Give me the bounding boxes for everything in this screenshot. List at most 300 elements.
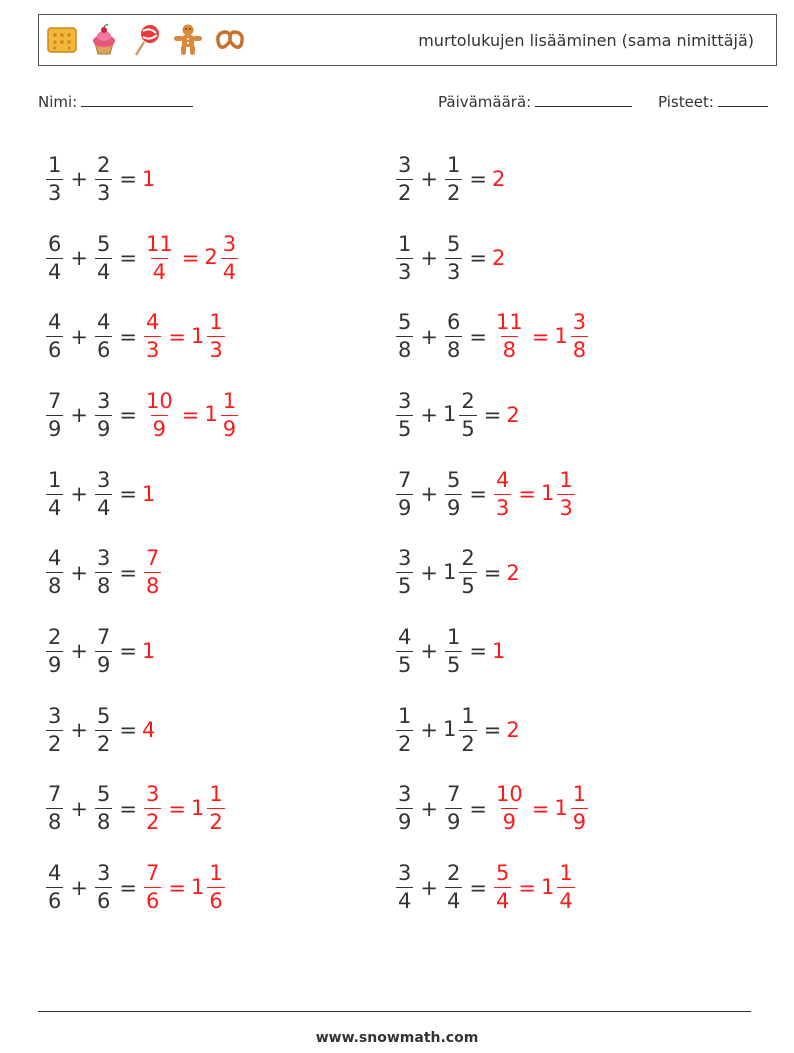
numerator: 5 <box>96 703 111 728</box>
plus-sign: + <box>70 875 88 900</box>
fraction <box>445 152 462 205</box>
fraction <box>95 863 112 912</box>
denominator: 4 <box>559 889 573 914</box>
denominator: 4 <box>398 889 412 914</box>
denominator: 2 <box>398 180 412 205</box>
problem-row <box>394 612 724 691</box>
mixed-number <box>443 312 464 361</box>
mixed-number <box>394 624 415 677</box>
whole-number: 1 <box>540 481 555 506</box>
numerator: 4 <box>495 467 510 492</box>
denominator: 2 <box>96 731 111 756</box>
fraction <box>95 548 112 597</box>
fraction <box>459 548 476 597</box>
fraction <box>396 624 413 677</box>
denominator: 6 <box>48 338 62 363</box>
numerator: 2 <box>48 624 62 649</box>
whole-number: 2 <box>506 403 520 428</box>
whole-number: 1 <box>554 795 568 820</box>
pretzel-icon <box>213 23 247 57</box>
problem-row <box>44 376 374 455</box>
numerator: 1 <box>398 703 412 728</box>
denominator: 8 <box>502 338 517 363</box>
equals-sign: = <box>119 796 137 821</box>
numerator: 7 <box>48 388 62 413</box>
fraction <box>494 467 511 520</box>
fraction <box>396 467 413 520</box>
numerator: 2 <box>96 152 111 177</box>
fraction <box>46 467 63 520</box>
mixed-number <box>506 403 520 427</box>
denominator: 8 <box>145 574 160 599</box>
header-icons <box>45 23 247 57</box>
fraction <box>95 152 112 205</box>
plus-sign: + <box>70 796 88 821</box>
fraction <box>144 863 161 912</box>
whole-number: 1 <box>491 639 506 664</box>
mixed-number <box>142 718 156 742</box>
problem-row <box>44 612 374 691</box>
denominator: 8 <box>398 338 412 363</box>
fraction <box>557 863 574 912</box>
fraction <box>396 548 413 597</box>
mixed-number <box>394 312 415 361</box>
problem-row <box>394 376 724 455</box>
fraction <box>494 312 525 361</box>
mixed-number <box>142 784 163 833</box>
mixed-number <box>394 152 415 205</box>
denominator: 3 <box>48 180 62 205</box>
numerator: 3 <box>96 388 111 413</box>
mixed-number <box>394 703 415 756</box>
numerator: 4 <box>48 310 62 335</box>
numerator: 4 <box>96 310 111 335</box>
fraction <box>95 312 112 361</box>
denominator: 6 <box>96 338 111 363</box>
denominator: 8 <box>48 810 62 835</box>
denominator: 3 <box>398 259 412 284</box>
mixed-number <box>142 167 156 191</box>
equals-sign: = <box>469 639 487 664</box>
fraction <box>207 863 224 912</box>
numerator: 1 <box>48 467 62 492</box>
whole-number: 2 <box>491 167 506 192</box>
denominator: 5 <box>398 574 412 599</box>
numerator: 5 <box>495 861 510 886</box>
lollipop-icon <box>129 23 163 57</box>
denominator: 2 <box>209 810 223 835</box>
fraction <box>95 784 112 833</box>
mixed-number <box>554 312 590 361</box>
whole-number: 1 <box>190 874 205 899</box>
fraction <box>494 784 525 833</box>
denominator: 5 <box>398 416 412 441</box>
equals-sign: = <box>119 167 137 192</box>
denominator: 6 <box>209 889 223 914</box>
fraction <box>396 388 413 441</box>
fraction <box>46 784 63 833</box>
problem-row <box>44 533 374 612</box>
fraction <box>396 784 413 833</box>
mixed-number <box>44 784 65 833</box>
denominator: 5 <box>461 574 475 599</box>
mixed-number <box>142 863 163 912</box>
numerator: 3 <box>96 467 111 492</box>
score-field <box>658 92 768 111</box>
mixed-number <box>44 467 65 520</box>
numerator: 3 <box>222 231 237 256</box>
numerator: 2 <box>461 388 475 413</box>
fraction <box>46 548 63 597</box>
fraction <box>445 863 462 912</box>
answer-equals-sign: = <box>168 796 186 821</box>
fraction <box>396 231 413 284</box>
mixed-number <box>44 624 65 677</box>
denominator: 3 <box>145 338 160 363</box>
answer-equals-sign: = <box>168 875 186 900</box>
denominator: 3 <box>209 338 223 363</box>
numerator: 5 <box>398 310 412 335</box>
fraction <box>396 863 413 912</box>
problem-row <box>394 770 724 849</box>
fraction <box>459 703 476 756</box>
whole-number: 1 <box>190 323 205 348</box>
numerator: 1 <box>209 782 223 807</box>
fraction <box>445 231 462 284</box>
numerator: 7 <box>145 861 160 886</box>
fraction <box>95 624 112 677</box>
plus-sign: + <box>70 639 88 664</box>
problem-row <box>44 848 374 927</box>
problem-row <box>44 691 374 770</box>
plus-sign: + <box>420 324 438 349</box>
mixed-number <box>191 784 227 833</box>
fraction <box>445 312 462 361</box>
mixed-number <box>492 246 506 270</box>
denominator: 2 <box>145 810 160 835</box>
mixed-number <box>142 312 163 361</box>
problem-row <box>44 140 374 219</box>
score-blank <box>718 92 768 107</box>
numerator: 11 <box>495 310 523 335</box>
equals-sign: = <box>119 403 137 428</box>
denominator: 9 <box>446 810 461 835</box>
mixed-number <box>93 312 114 361</box>
mixed-number <box>44 703 65 756</box>
plus-sign: + <box>420 482 438 507</box>
denominator: 9 <box>152 416 167 441</box>
mixed-number <box>394 548 415 597</box>
mixed-number <box>204 231 240 284</box>
plus-sign: + <box>70 718 88 743</box>
mixed-number <box>44 152 65 205</box>
fraction <box>46 231 63 284</box>
numerator: 1 <box>48 152 62 177</box>
problem-row <box>394 533 724 612</box>
mixed-number <box>44 312 65 361</box>
mixed-number <box>93 388 114 441</box>
mixed-number <box>443 863 464 912</box>
whole-number: 2 <box>506 718 520 743</box>
denominator: 4 <box>48 259 62 284</box>
denominator: 4 <box>152 259 167 284</box>
whole-number: 1 <box>190 795 205 820</box>
denominator: 4 <box>446 889 461 914</box>
denominator: 9 <box>48 652 62 677</box>
equals-sign: = <box>469 167 487 192</box>
denominator: 3 <box>446 259 461 284</box>
mixed-number <box>492 467 513 520</box>
equals-sign: = <box>469 246 487 271</box>
fraction <box>207 312 224 361</box>
fraction <box>459 388 476 441</box>
plus-sign: + <box>420 167 438 192</box>
numerator: 1 <box>446 152 461 177</box>
fraction <box>144 388 175 441</box>
numerator: 5 <box>446 231 461 256</box>
mixed-number <box>44 548 65 597</box>
numerator: 6 <box>48 231 62 256</box>
mixed-number <box>204 388 240 441</box>
fraction <box>396 703 413 756</box>
fraction <box>445 784 462 833</box>
fraction <box>571 312 588 361</box>
mixed-number <box>443 624 464 677</box>
denominator: 8 <box>48 574 62 599</box>
equals-sign: = <box>469 875 487 900</box>
equals-sign: = <box>119 718 137 743</box>
mixed-number <box>506 561 520 585</box>
numerator: 10 <box>495 782 523 807</box>
mixed-number <box>442 388 479 441</box>
problem-row <box>394 297 724 376</box>
numerator: 3 <box>145 782 160 807</box>
numerator: 4 <box>398 624 412 649</box>
mixed-number <box>142 231 177 284</box>
numerator: 1 <box>461 703 475 728</box>
fraction <box>144 784 161 833</box>
numerator: 3 <box>572 310 587 335</box>
whole-number: 2 <box>506 560 520 585</box>
mixed-number <box>394 388 415 441</box>
worksheet-title: murtolukujen lisääminen (sama nimittäjä) <box>418 31 754 50</box>
fraction <box>396 312 413 361</box>
whole-number: 1 <box>141 639 156 664</box>
equals-sign: = <box>119 560 137 585</box>
fraction <box>95 231 112 284</box>
numerator: 7 <box>145 546 160 571</box>
numerator: 1 <box>559 861 573 886</box>
fraction <box>571 784 588 833</box>
plus-sign: + <box>70 324 88 349</box>
denominator: 4 <box>495 889 510 914</box>
plus-sign: + <box>70 167 88 192</box>
whole-number: 1 <box>141 482 156 507</box>
problem-row <box>44 770 374 849</box>
numerator: 5 <box>96 231 111 256</box>
numerator: 11 <box>145 231 173 256</box>
problem-column-right <box>394 140 724 927</box>
mixed-number <box>443 548 479 597</box>
numerator: 1 <box>398 231 412 256</box>
denominator: 3 <box>559 495 573 520</box>
footer-divider <box>38 1011 751 1012</box>
denominator: 9 <box>96 416 111 441</box>
fraction <box>207 784 224 833</box>
numerator: 3 <box>398 388 412 413</box>
fraction <box>46 624 63 677</box>
denominator: 6 <box>96 889 111 914</box>
numerator: 4 <box>48 546 62 571</box>
denominator: 2 <box>48 731 62 756</box>
whole-number: 2 <box>204 245 218 270</box>
mixed-number <box>443 467 464 520</box>
mixed-number <box>142 548 163 597</box>
mixed-number <box>93 467 114 520</box>
problem-row <box>44 455 374 534</box>
student-fields <box>38 92 771 116</box>
denominator: 2 <box>446 180 461 205</box>
mixed-number <box>93 152 114 205</box>
plus-sign: + <box>420 403 438 428</box>
mixed-number <box>443 784 464 833</box>
mixed-number <box>93 863 114 912</box>
date-field <box>438 92 632 111</box>
denominator: 9 <box>446 495 461 520</box>
numerator: 1 <box>559 467 573 492</box>
equals-sign: = <box>483 718 502 743</box>
numerator: 1 <box>222 388 237 413</box>
numerator: 7 <box>96 624 111 649</box>
numerator: 1 <box>446 624 461 649</box>
denominator: 2 <box>398 731 412 756</box>
equals-sign: = <box>469 796 487 821</box>
whole-number: 4 <box>141 718 156 743</box>
denominator: 4 <box>96 259 111 284</box>
answer-equals-sign: = <box>168 324 186 349</box>
plus-sign: + <box>70 560 88 585</box>
mixed-number <box>443 152 464 205</box>
score-label: Pisteet: <box>658 93 714 111</box>
mixed-number <box>492 312 527 361</box>
numerator: 10 <box>145 388 173 413</box>
numerator: 1 <box>209 310 223 335</box>
answer-equals-sign: = <box>531 796 550 821</box>
footer-url: www.snowmath.com <box>315 1030 479 1046</box>
date-label: Päivämäärä: <box>438 93 532 111</box>
mixed-number <box>506 718 520 742</box>
denominator: 9 <box>48 416 62 441</box>
equals-sign: = <box>469 482 487 507</box>
fraction <box>95 467 112 520</box>
fraction <box>396 152 413 205</box>
equals-sign: = <box>119 875 137 900</box>
denominator: 5 <box>446 652 461 677</box>
plus-sign: + <box>420 718 438 743</box>
denominator: 6 <box>48 889 62 914</box>
denominator: 3 <box>96 180 111 205</box>
cupcake-icon <box>87 23 121 57</box>
numerator: 3 <box>398 152 412 177</box>
answer-equals-sign: = <box>181 403 200 428</box>
fraction <box>494 863 511 912</box>
mixed-number <box>142 482 156 506</box>
plus-sign: + <box>420 796 438 821</box>
denominator: 9 <box>222 416 237 441</box>
whole-number: 1 <box>540 874 555 899</box>
fraction <box>445 624 462 677</box>
equals-sign: = <box>119 324 137 349</box>
mixed-number <box>554 784 590 833</box>
numerator: 7 <box>446 782 461 807</box>
denominator: 4 <box>222 259 237 284</box>
numerator: 3 <box>96 861 111 886</box>
mixed-number <box>93 624 114 677</box>
fraction <box>221 231 238 284</box>
denominator: 3 <box>495 495 510 520</box>
fraction <box>221 388 238 441</box>
mixed-number <box>492 639 506 663</box>
mixed-number <box>492 167 506 191</box>
whole-number: 1 <box>554 323 568 348</box>
numerator: 3 <box>48 703 62 728</box>
mixed-number <box>93 784 114 833</box>
answer-equals-sign: = <box>518 482 536 507</box>
mixed-number <box>191 312 227 361</box>
mixed-number <box>540 467 577 520</box>
equals-sign: = <box>119 639 137 664</box>
equals-sign: = <box>483 403 502 428</box>
numerator: 1 <box>572 782 587 807</box>
numerator: 4 <box>145 310 160 335</box>
denominator: 4 <box>96 495 111 520</box>
plus-sign: + <box>70 482 88 507</box>
plus-sign: + <box>70 246 88 271</box>
numerator: 7 <box>48 782 62 807</box>
fraction <box>46 152 63 205</box>
numerator: 7 <box>398 467 412 492</box>
denominator: 8 <box>96 810 111 835</box>
mixed-number <box>93 548 114 597</box>
name-blank <box>81 92 193 107</box>
plus-sign: + <box>70 403 88 428</box>
numerator: 3 <box>398 861 412 886</box>
cracker-icon <box>45 23 79 57</box>
equals-sign: = <box>119 246 137 271</box>
problem-row <box>394 691 724 770</box>
mixed-number <box>93 703 114 756</box>
mixed-number <box>394 467 415 520</box>
numerator: 5 <box>96 782 111 807</box>
denominator: 8 <box>446 338 461 363</box>
mixed-number <box>93 231 114 284</box>
whole-number: 1 <box>442 559 457 584</box>
denominator: 5 <box>461 416 475 441</box>
numerator: 3 <box>398 546 412 571</box>
whole-number: 1 <box>141 167 156 192</box>
fraction <box>144 231 175 284</box>
numerator: 2 <box>446 861 461 886</box>
name-label: Nimi: <box>38 93 78 111</box>
mixed-number <box>492 784 527 833</box>
problem-column-left <box>44 140 374 927</box>
problem-row <box>394 848 724 927</box>
plus-sign: + <box>420 639 438 664</box>
mixed-number <box>44 388 65 441</box>
mixed-number <box>191 863 227 912</box>
name-field <box>38 92 193 111</box>
worksheet-header <box>38 14 777 66</box>
